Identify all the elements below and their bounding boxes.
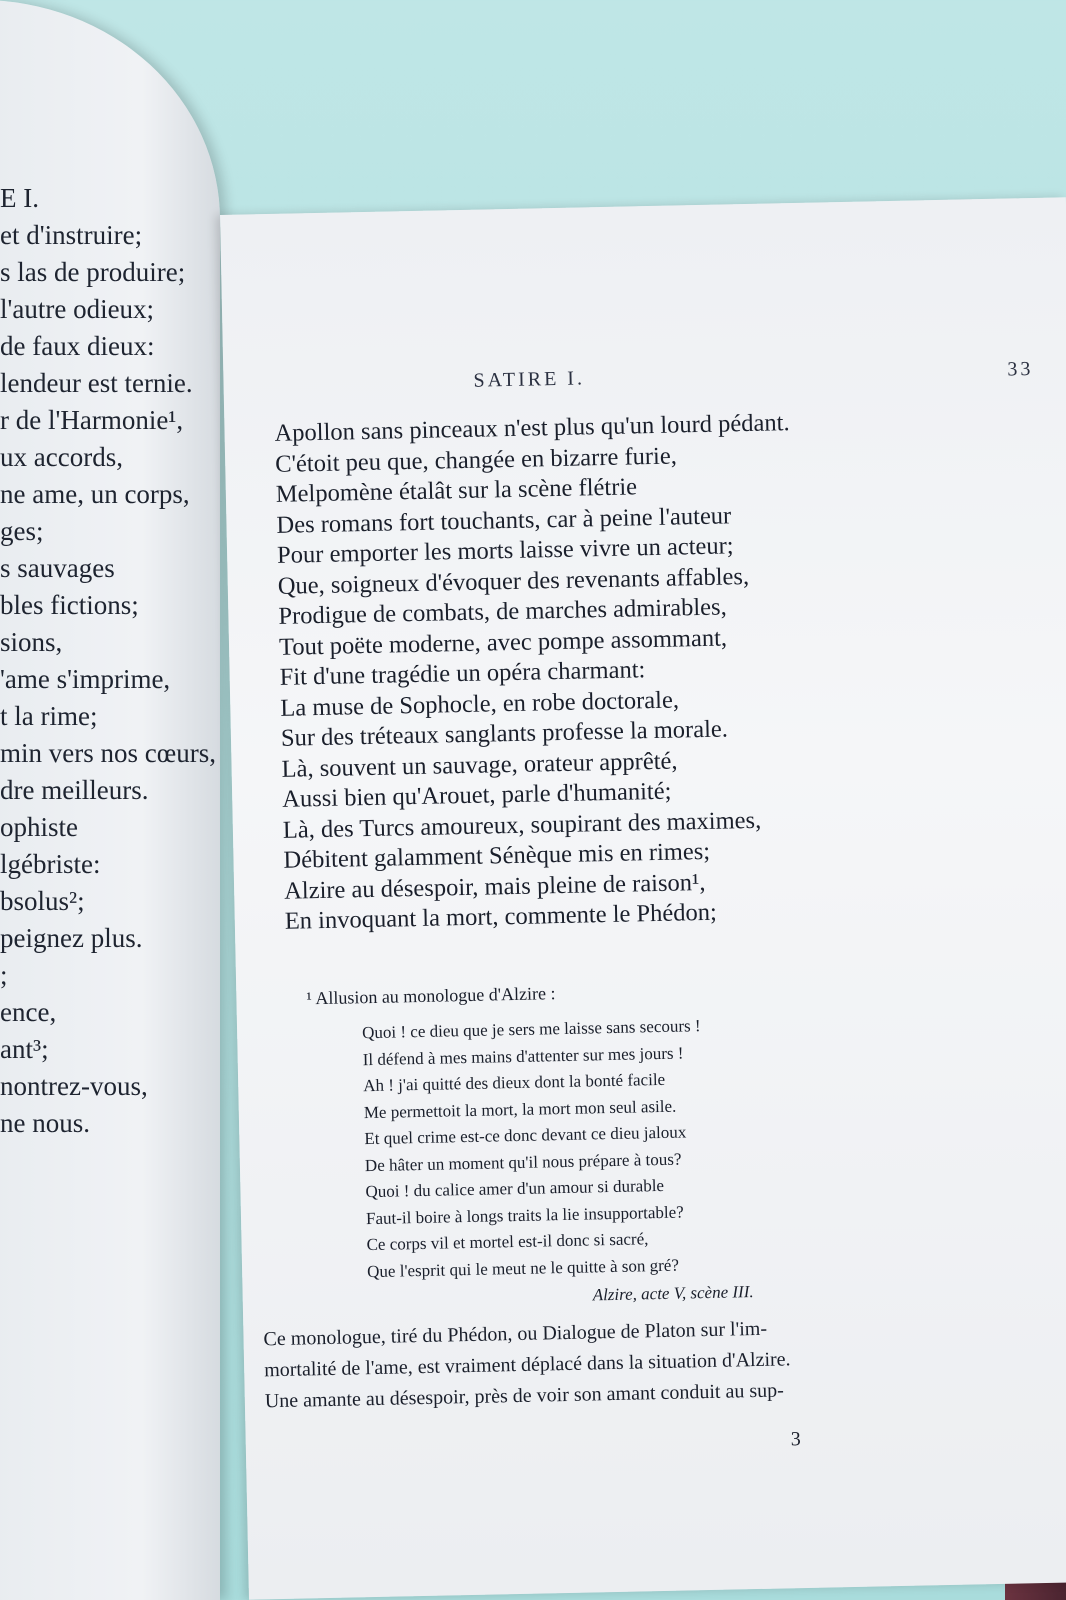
running-title: SATIRE I. — [473, 367, 586, 392]
verse-line: La muse de Sophocle, en robe doctorale, — [280, 685, 680, 722]
left-page-line: bsolus²; — [0, 886, 85, 916]
left-page — [0, 0, 220, 1600]
quote-line: Me permettoit la mort, la mort mon seul asile. — [363, 1096, 677, 1122]
left-page-line: ne ame, un corps, — [0, 479, 190, 509]
footnote-intro: ¹ Allusion au monologue d'Alzire : — [306, 983, 556, 1009]
left-page-line: ges; — [0, 516, 44, 546]
left-page-line: r de l'Harmonie¹, — [0, 405, 184, 435]
quote-line: Ce corps vil et mortel est-il donc si sacré, — [366, 1229, 649, 1255]
right-page — [220, 197, 1066, 1599]
verse-line: Pour emporter les morts laisse vivre un acteur; — [276, 532, 734, 569]
left-page-line: bles fictions; — [0, 590, 139, 620]
left-page-line: de faux dieux: — [0, 331, 155, 361]
verse-line: Prodigue de combats, de marches admirables, — [278, 593, 727, 630]
left-page-line: s sauvages — [0, 553, 115, 583]
left-page-line: t la rime; — [0, 701, 98, 731]
left-page-line: et d'instruire; — [0, 220, 143, 250]
left-page-line: s las de produire; — [0, 257, 186, 287]
signature-mark: 3 — [790, 1428, 801, 1451]
verse-line: C'étoit peu que, changée en bizarre furie, — [274, 441, 678, 478]
left-page-line: lgébriste: — [0, 849, 101, 879]
verse-line: Fit d'une tragédie un opéra charmant: — [279, 656, 646, 691]
verse-block — [274, 406, 885, 937]
verse-line: En invoquant la mort, commente le Phédon; — [284, 898, 718, 935]
left-page-line: sions, — [0, 627, 63, 657]
left-page-line: min vers nos cœurs, — [0, 738, 216, 768]
verse-line: Là, souvent un sauvage, orateur apprêté, — [281, 747, 678, 783]
left-page-line: ence, — [0, 997, 57, 1027]
commentary-line: Ce monologue, tiré du Phédon, ou Dialogue de Platon sur l'im- — [263, 1317, 768, 1351]
quote-line: Faut-il boire à longs traits la lie insupportable? — [365, 1202, 684, 1228]
left-page-line: lendeur est ternie. — [0, 368, 193, 398]
verse-line: Des romans fort touchants, car à peine l'auteur — [276, 501, 732, 539]
left-page-line: ant³; — [0, 1034, 49, 1064]
commentary-line: Une amante au désespoir, près de voir son amant conduit au sup- — [264, 1379, 785, 1413]
left-page-line: l'autre odieux; — [0, 294, 155, 324]
left-page-text — [0, 180, 220, 1142]
verse-line: Tout poëte moderne, avec pompe assommant, — [278, 623, 728, 661]
footnote-quote — [362, 1011, 827, 1286]
quote-attribution: Alzire, acte V, scène III. — [592, 1282, 754, 1305]
left-page-line: 'ame s'imprime, — [0, 664, 171, 694]
quote-line: Que l'esprit qui le meut ne le quitte à son gré? — [366, 1255, 680, 1281]
left-page-line: nontrez-vous, — [0, 1071, 148, 1101]
commentary-text — [263, 1311, 895, 1417]
left-page-line: dre meilleurs. — [0, 775, 149, 805]
quote-line: Il défend à mes mains d'attenter sur mes jours ! — [362, 1042, 684, 1069]
left-page-line: peignez plus. — [0, 923, 143, 953]
commentary-line: mortalité de l'ame, est vraiment déplacé dans la situation d'Alzire. — [263, 1348, 791, 1382]
quote-line: Et quel crime est-ce donc devant ce dieu jaloux — [364, 1122, 687, 1149]
page-header — [473, 358, 1033, 393]
page-number: 33 — [1007, 358, 1034, 381]
left-page-line: E I. — [0, 183, 39, 213]
quote-line: Ah ! j'ai quitté des dieux dont la bonté facile — [363, 1069, 666, 1096]
verse-line: Aussi bien qu'Arouet, parle d'humanité; — [281, 777, 672, 813]
left-page-line: ophiste — [0, 812, 78, 842]
verse-line: Apollon sans pinceaux n'est plus qu'un lourd pédant. — [274, 409, 790, 447]
verse-line: Melpomène étalât sur la scène flétrie — [275, 473, 638, 508]
left-page-line: ux accords, — [0, 442, 123, 472]
left-page-line: ; — [0, 960, 8, 990]
verse-line: Là, des Turcs amoureux, soupirant des maximes, — [282, 806, 762, 844]
verse-line: Débitent galamment Sénèque mis en rimes; — [283, 837, 711, 874]
quote-line: De hâter un moment qu'il nous prépare à tous? — [364, 1149, 682, 1175]
quote-line: Quoi ! du calice amer d'un amour si durable — [365, 1175, 665, 1202]
verse-line: Que, soigneux d'évoquer des revenants affables, — [277, 562, 750, 600]
verse-line: Sur des tréteaux sanglants professe la morale. — [280, 715, 729, 752]
quote-line: Quoi ! ce dieu que je sers me laisse sans secours ! — [361, 1016, 701, 1043]
verse-line: Alzire au désespoir, mais pleine de raison¹, — [283, 868, 706, 905]
left-page-line: ne nous. — [0, 1108, 90, 1138]
